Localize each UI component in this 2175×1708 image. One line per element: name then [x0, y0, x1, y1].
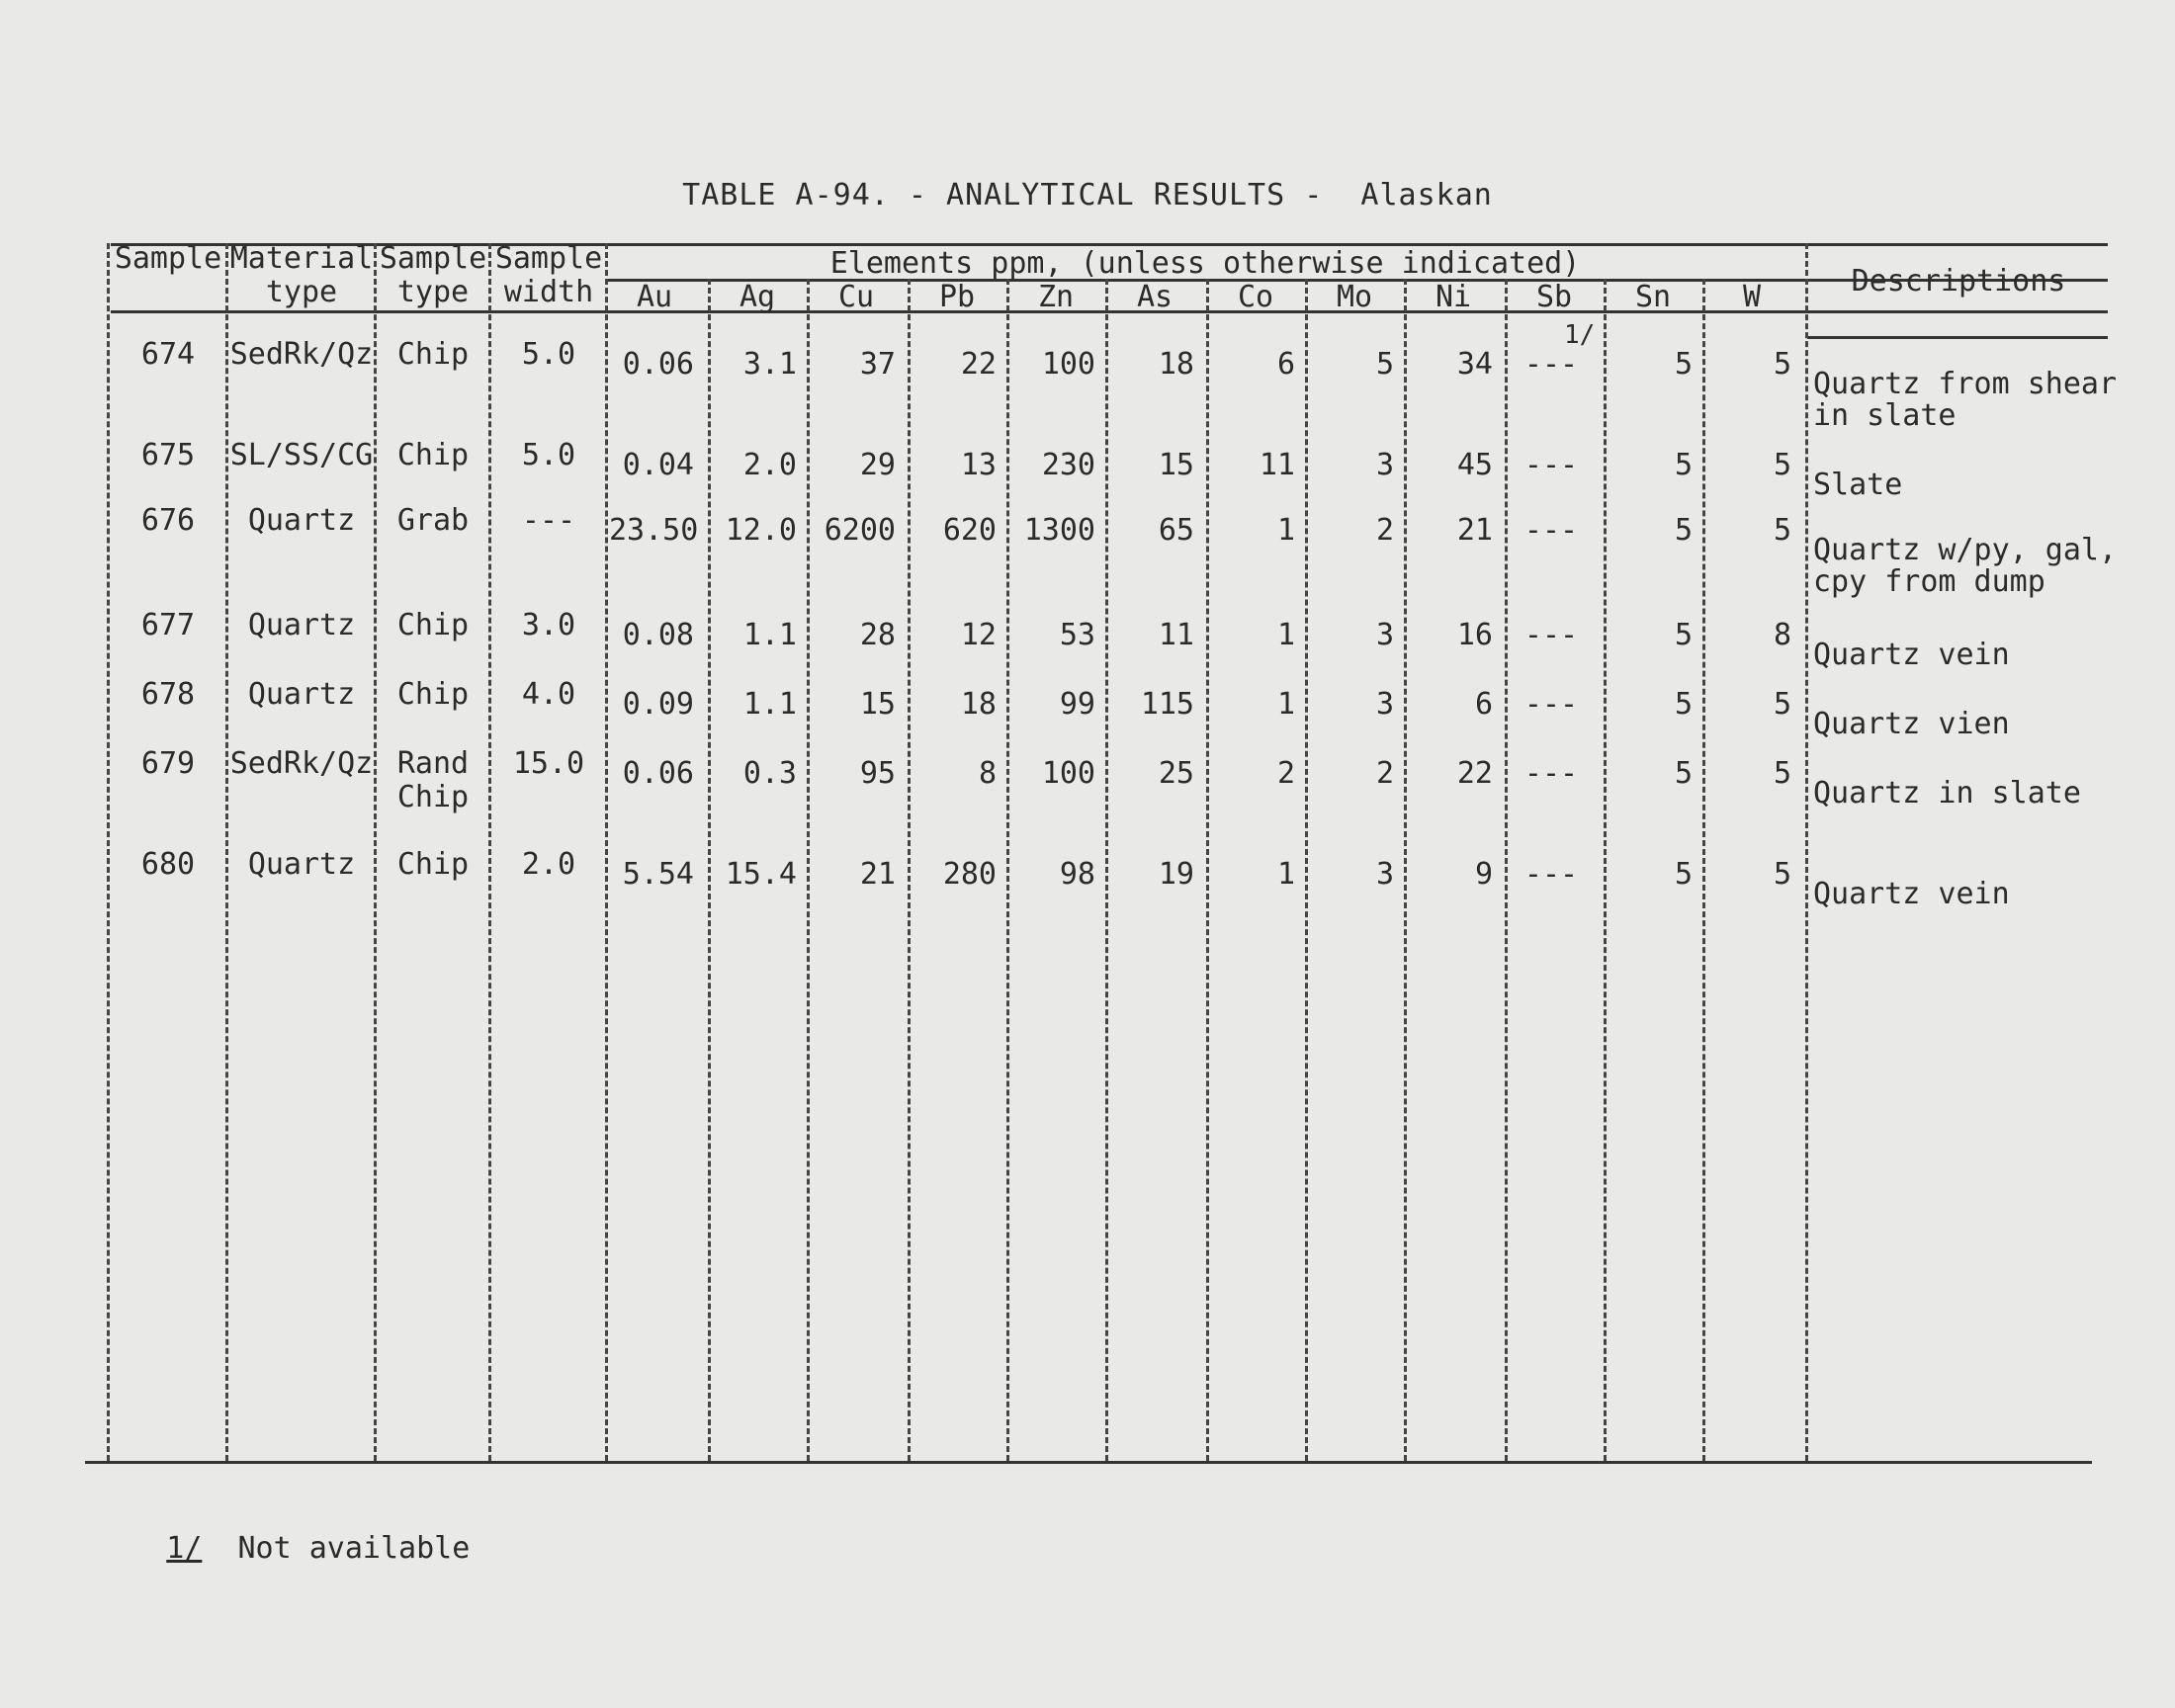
value-cu: 37	[859, 347, 896, 382]
value-ni: 16	[1456, 618, 1493, 652]
value-pb: 13	[960, 448, 997, 482]
sample-number: 679	[140, 746, 196, 781]
col-divider	[374, 243, 377, 1461]
value-sb: ---	[1523, 857, 1579, 892]
col-divider	[1105, 279, 1108, 1461]
sample-width: 3.0	[521, 608, 576, 642]
header-descriptions: Descriptions	[1851, 264, 2066, 299]
material-type: Quartz	[247, 608, 356, 642]
col-divider	[1702, 279, 1705, 1461]
value-as: 11	[1158, 618, 1194, 652]
value-ag: 12.0	[725, 513, 797, 548]
material-type: Quartz	[247, 677, 356, 712]
header-element-cu: Cu	[837, 280, 875, 314]
sample-type: Chip	[396, 847, 470, 882]
header-sample: Sample	[114, 241, 222, 276]
sample-type: Chip	[396, 337, 470, 372]
value-as: 65	[1158, 513, 1194, 548]
value-sn: 5	[1674, 448, 1693, 482]
header-element-w: W	[1742, 280, 1762, 314]
col-divider	[908, 279, 911, 1461]
value-mo: 2	[1375, 756, 1394, 791]
value-w: 5	[1773, 857, 1791, 892]
sb-footnote-mark: 1/	[1564, 320, 1596, 350]
value-pb: 620	[942, 513, 997, 548]
value-ni: 45	[1456, 448, 1493, 482]
value-co: 1	[1276, 618, 1295, 652]
value-w: 5	[1773, 448, 1791, 482]
header-sample-width-1: Sample	[494, 241, 603, 276]
description-line: Quartz from shear	[1813, 367, 2118, 401]
value-ni: 9	[1474, 857, 1493, 892]
value-as: 115	[1140, 687, 1194, 722]
value-au: 5.54	[622, 857, 694, 892]
value-mo: 3	[1375, 448, 1394, 482]
header-element-as: As	[1136, 280, 1174, 314]
value-sb: ---	[1523, 756, 1579, 791]
col-divider	[488, 243, 491, 1461]
col-divider	[107, 243, 110, 1461]
title-main: TABLE A-94. - ANALYTICAL RESULTS -	[682, 178, 1324, 213]
col-divider	[605, 243, 608, 1461]
col-divider	[1505, 279, 1508, 1461]
value-co: 11	[1259, 448, 1295, 482]
value-ag: 3.1	[742, 347, 797, 382]
desc-rule	[1807, 336, 2108, 339]
value-co: 1	[1276, 857, 1295, 892]
sample-type: Chip	[396, 438, 470, 472]
value-ni: 22	[1456, 756, 1493, 791]
description-line: Quartz vein	[1813, 638, 2010, 672]
material-type: SedRk/Qz	[229, 337, 374, 372]
description-line: Quartz vein	[1813, 877, 2010, 911]
value-mo: 3	[1375, 618, 1394, 652]
header-element-au: Au	[636, 280, 673, 314]
header-element-co: Co	[1237, 280, 1274, 314]
footnote-mark: 1/	[166, 1531, 203, 1566]
value-zn: 100	[1041, 756, 1095, 791]
col-divider	[1006, 279, 1009, 1461]
value-zn: 99	[1059, 687, 1095, 722]
material-type: SL/SS/CG	[229, 438, 374, 472]
value-sn: 5	[1674, 857, 1693, 892]
sample-number: 680	[140, 847, 196, 882]
sample-type: Rand	[396, 746, 470, 781]
value-as: 15	[1158, 448, 1194, 482]
value-pb: 8	[978, 756, 997, 791]
header-element-pb: Pb	[938, 280, 976, 314]
value-au: 0.04	[622, 448, 694, 482]
value-ni: 21	[1456, 513, 1493, 548]
value-w: 5	[1773, 756, 1791, 791]
description-line: in slate	[1813, 398, 1957, 433]
header-material-1: Material	[229, 241, 374, 276]
value-w: 8	[1773, 618, 1791, 652]
value-cu: 29	[859, 448, 896, 482]
value-cu: 15	[859, 687, 896, 722]
header-sample-type-2: type	[396, 275, 470, 309]
sample-width: 2.0	[521, 847, 576, 882]
col-divider	[708, 279, 711, 1461]
header-element-sn: Sn	[1634, 280, 1672, 314]
col-divider	[1805, 243, 1808, 1461]
value-au: 0.06	[622, 347, 694, 382]
header-elements: Elements ppm, (unless otherwise indicated)	[829, 246, 1581, 281]
col-divider	[1206, 279, 1209, 1461]
material-type: Quartz	[247, 847, 356, 882]
col-divider	[225, 243, 228, 1461]
description-line: Quartz vien	[1813, 707, 2010, 741]
value-sb: ---	[1523, 347, 1579, 382]
table-title	[0, 178, 2175, 213]
value-cu: 28	[859, 618, 896, 652]
value-zn: 1300	[1023, 513, 1095, 548]
value-sn: 5	[1674, 618, 1693, 652]
sample-number: 676	[140, 503, 196, 538]
header-element-ni: Ni	[1435, 280, 1472, 314]
col-divider	[1404, 279, 1407, 1461]
sample-type-line2: Chip	[396, 780, 470, 814]
value-ag: 1.1	[742, 618, 797, 652]
value-mo: 3	[1375, 687, 1394, 722]
value-ag: 0.3	[742, 756, 797, 791]
value-pb: 22	[960, 347, 997, 382]
value-as: 18	[1158, 347, 1194, 382]
material-type: SedRk/Qz	[229, 746, 374, 781]
value-sb: ---	[1523, 448, 1579, 482]
value-mo: 2	[1375, 513, 1394, 548]
footnote	[95, 1496, 470, 1600]
value-w: 5	[1773, 347, 1791, 382]
description-line: Quartz w/py, gal,	[1813, 533, 2118, 567]
value-ni: 34	[1456, 347, 1493, 382]
value-pb: 280	[942, 857, 997, 892]
value-cu: 6200	[824, 513, 896, 548]
header-element-zn: Zn	[1037, 280, 1075, 314]
description-line: Quartz in slate	[1813, 776, 2081, 811]
value-au: 0.09	[622, 687, 694, 722]
value-sn: 5	[1674, 347, 1693, 382]
col-divider	[1604, 279, 1607, 1461]
sample-width: 15.0	[512, 746, 585, 781]
value-sb: ---	[1523, 618, 1579, 652]
col-divider	[807, 279, 810, 1461]
value-co: 1	[1276, 687, 1295, 722]
value-w: 5	[1773, 513, 1791, 548]
value-as: 19	[1158, 857, 1194, 892]
value-as: 25	[1158, 756, 1194, 791]
value-ag: 15.4	[725, 857, 797, 892]
value-co: 6	[1276, 347, 1295, 382]
sample-type: Chip	[396, 677, 470, 712]
value-pb: 12	[960, 618, 997, 652]
value-co: 2	[1276, 756, 1295, 791]
value-zn: 98	[1059, 857, 1095, 892]
sample-width: 4.0	[521, 677, 576, 712]
header-material-2: type	[265, 275, 338, 309]
description-line: Slate	[1813, 468, 1903, 502]
value-sn: 5	[1674, 513, 1693, 548]
sample-number: 677	[140, 608, 196, 642]
value-mo: 3	[1375, 857, 1394, 892]
sample-width: 5.0	[521, 337, 576, 372]
value-zn: 100	[1041, 347, 1095, 382]
header-sample-width-2: width	[503, 275, 594, 309]
value-ni: 6	[1474, 687, 1493, 722]
value-zn: 230	[1041, 448, 1095, 482]
value-cu: 21	[859, 857, 896, 892]
value-w: 5	[1773, 687, 1791, 722]
value-pb: 18	[960, 687, 997, 722]
value-au: 23.50	[609, 513, 699, 548]
value-zn: 53	[1059, 618, 1095, 652]
header-element-mo: Mo	[1336, 280, 1373, 314]
sample-width: ---	[521, 503, 576, 538]
material-type: Quartz	[247, 503, 356, 538]
value-sb: ---	[1523, 513, 1579, 548]
value-mo: 5	[1375, 347, 1394, 382]
value-sn: 5	[1674, 756, 1693, 791]
header-sample-type-1: Sample	[379, 241, 487, 276]
value-ag: 2.0	[742, 448, 797, 482]
sample-type: Chip	[396, 608, 470, 642]
value-cu: 95	[859, 756, 896, 791]
value-sb: ---	[1523, 687, 1579, 722]
bottom-rule	[85, 1461, 2092, 1464]
sample-number: 675	[140, 438, 196, 472]
value-ag: 1.1	[742, 687, 797, 722]
value-au: 0.06	[622, 756, 694, 791]
footnote-text: Not available	[237, 1531, 471, 1566]
value-sn: 5	[1674, 687, 1693, 722]
sample-number: 674	[140, 337, 196, 372]
header-element-sb: Sb	[1535, 280, 1573, 314]
sample-type: Grab	[396, 503, 470, 538]
sample-width: 5.0	[521, 438, 576, 472]
value-co: 1	[1276, 513, 1295, 548]
sample-number: 678	[140, 677, 196, 712]
col-divider	[1305, 279, 1308, 1461]
header-element-ag: Ag	[739, 280, 776, 314]
title-location: Alaskan	[1360, 178, 1493, 213]
description-line: cpy from dump	[1813, 564, 2045, 599]
value-au: 0.08	[622, 618, 694, 652]
